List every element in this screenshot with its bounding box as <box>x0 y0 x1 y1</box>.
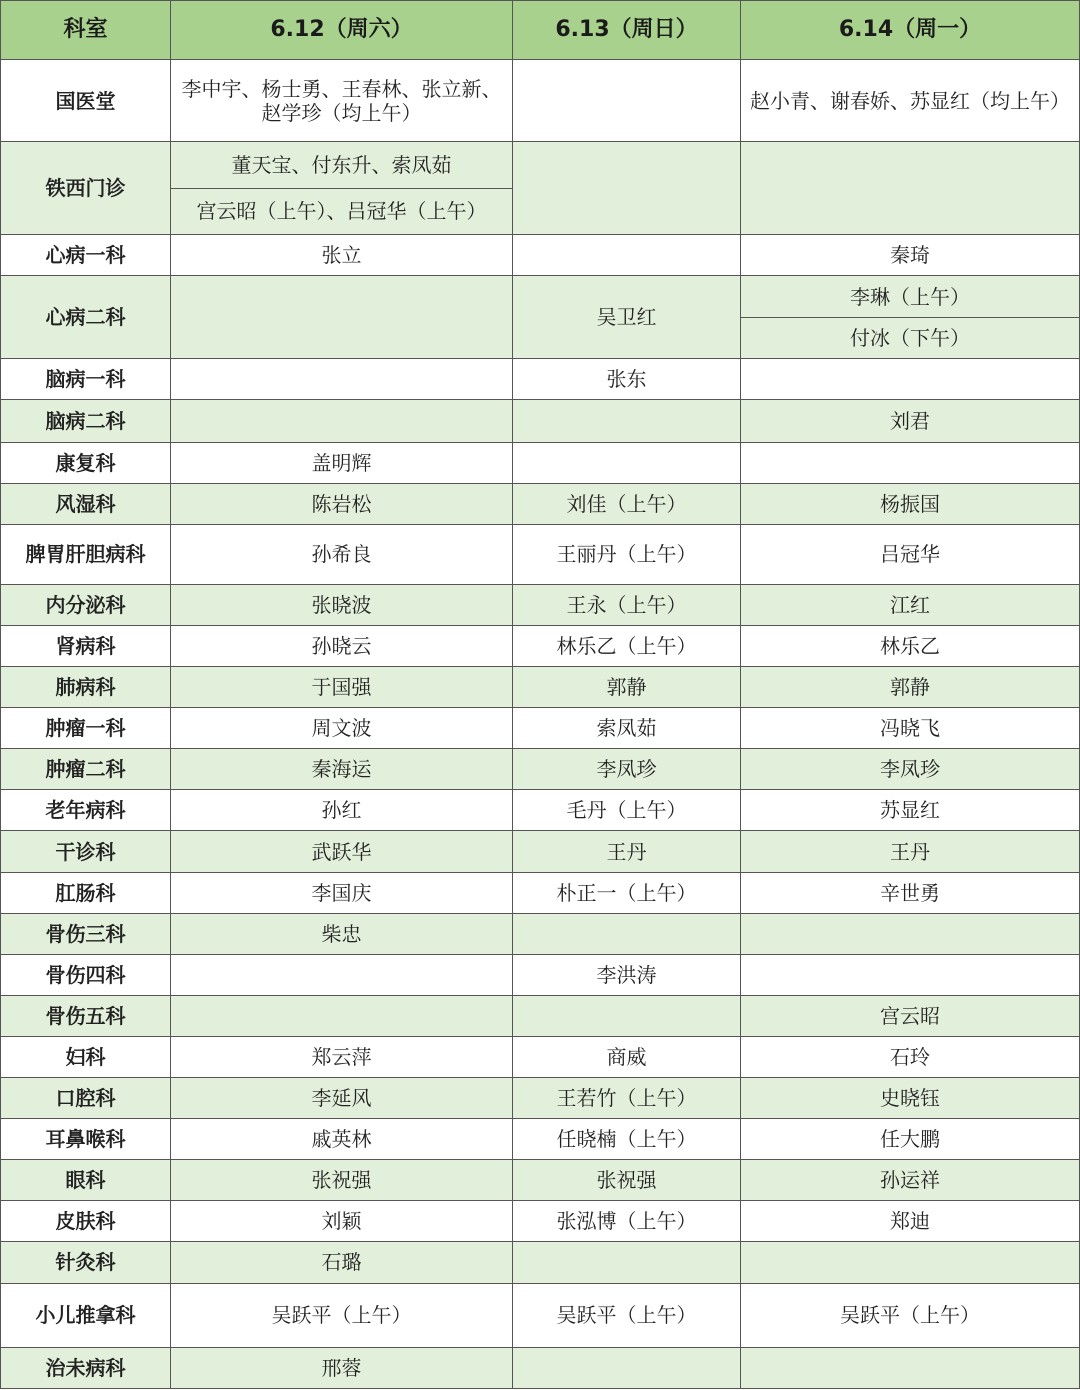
table-row <box>1 359 1080 400</box>
doctor-cell-d1: 于国强 <box>171 666 513 707</box>
table-row <box>1 1283 1080 1347</box>
sub-cell: 付冰（下午） <box>741 317 1080 359</box>
department-cell: 骨伤三科 <box>1 914 171 955</box>
department-cell: 风湿科 <box>1 483 171 524</box>
doctor-cell-d1 <box>171 359 513 400</box>
header-date-3: 6.14（周一） <box>741 1 1080 60</box>
doctor-cell-d2: 索凤茹 <box>513 707 741 748</box>
doctor-cell-d1: 刘颖 <box>171 1201 513 1242</box>
doctor-cell-d2: 王丽丹（上午） <box>513 524 741 584</box>
table-row <box>1 1119 1080 1160</box>
department-cell: 康复科 <box>1 442 171 483</box>
doctor-cell-d2: 林乐乙（上午） <box>513 625 741 666</box>
department-cell: 骨伤五科 <box>1 996 171 1037</box>
department-cell: 老年病科 <box>1 789 171 830</box>
doctor-cell-d1: 郑云萍 <box>171 1037 513 1078</box>
table-row <box>1 707 1080 748</box>
doctor-cell-d3 <box>741 359 1080 400</box>
sub-cell-group <box>741 276 1080 358</box>
table-row <box>1 400 1080 442</box>
table-row <box>1 442 1080 483</box>
doctor-cell-d3: 石玲 <box>741 1037 1080 1078</box>
department-cell: 心病二科 <box>1 276 171 359</box>
department-cell: 肿瘤二科 <box>1 748 171 789</box>
doctor-cell-d3: 吕冠华 <box>741 524 1080 584</box>
table-row <box>1 625 1080 666</box>
doctor-cell-d1: 张祝强 <box>171 1160 513 1201</box>
department-cell: 肺病科 <box>1 666 171 707</box>
doctor-cell-d2: 毛丹（上午） <box>513 789 741 830</box>
doctor-cell-d2: 商威 <box>513 1037 741 1078</box>
table-row <box>1 1037 1080 1078</box>
cell-line: 李中宇、杨士勇、王春林、张立新、 <box>181 76 502 101</box>
department-cell: 肿瘤一科 <box>1 707 171 748</box>
table-row <box>1 748 1080 789</box>
doctor-cell-d2: 王丹 <box>513 830 741 872</box>
doctor-cell-d1 <box>171 996 513 1037</box>
table-row <box>1 1347 1080 1388</box>
doctor-cell-d3: 赵小青、谢春娇、苏显红（均上午） <box>741 60 1080 142</box>
doctor-cell-d3: 吴跃平（上午） <box>741 1283 1080 1347</box>
header-dept: 科室 <box>1 1 171 60</box>
doctor-cell-d3 <box>741 276 1080 359</box>
header-date-1: 6.12（周六） <box>171 1 513 60</box>
doctor-cell-d1: 张晓波 <box>171 584 513 625</box>
doctor-cell-d1 <box>171 955 513 996</box>
sub-cell: 董天宝、付东升、索凤茹 <box>231 152 452 177</box>
table-row <box>1 830 1080 872</box>
doctor-cell-d2 <box>513 1347 741 1388</box>
doctor-cell-d1 <box>171 60 513 142</box>
doctor-cell-d2: 任晓楠（上午） <box>513 1119 741 1160</box>
table-row <box>1 789 1080 830</box>
table-row <box>1 666 1080 707</box>
doctor-cell-d1: 吴跃平（上午） <box>171 1283 513 1347</box>
doctor-cell-d2: 李洪涛 <box>513 955 741 996</box>
table-row <box>1 584 1080 625</box>
doctor-cell-d1: 盖明辉 <box>171 442 513 483</box>
doctor-cell-d1: 戚英林 <box>171 1119 513 1160</box>
doctor-cell-d3 <box>741 1347 1080 1388</box>
table-row <box>1 1242 1080 1283</box>
cell-line: 赵学珍（均上午） <box>261 100 422 125</box>
doctor-cell-d1: 张立 <box>171 235 513 276</box>
department-cell: 治未病科 <box>1 1347 171 1388</box>
department-cell: 脾胃肝胆病科 <box>1 524 171 584</box>
department-cell: 脑病一科 <box>1 359 171 400</box>
doctor-cell-d3: 杨振国 <box>741 483 1080 524</box>
doctor-cell-d3: 冯晓飞 <box>741 707 1080 748</box>
doctor-cell-d1: 孙红 <box>171 789 513 830</box>
doctor-cell-d2: 朴正一（上午） <box>513 873 741 914</box>
doctor-cell-d3 <box>741 914 1080 955</box>
doctor-cell-d1 <box>171 276 513 359</box>
doctor-cell-d2 <box>513 60 741 142</box>
department-cell: 肾病科 <box>1 625 171 666</box>
table-row <box>1 142 1080 235</box>
department-cell: 骨伤四科 <box>1 955 171 996</box>
doctor-cell-d3: 王丹 <box>741 830 1080 872</box>
doctor-cell-d2: 郭静 <box>513 666 741 707</box>
doctor-cell-d2 <box>513 1242 741 1283</box>
doctor-cell-d3: 江红 <box>741 584 1080 625</box>
doctor-cell-d1: 孙希良 <box>171 524 513 584</box>
doctor-cell-d2: 吴卫红 <box>513 276 741 359</box>
department-cell: 铁西门诊 <box>1 142 171 235</box>
doctor-cell-d1: 周文波 <box>171 707 513 748</box>
doctor-cell-d2 <box>513 235 741 276</box>
department-cell: 皮肤科 <box>1 1201 171 1242</box>
table-row <box>1 60 1080 142</box>
doctor-cell-d3: 孙运祥 <box>741 1160 1080 1201</box>
doctor-cell-d2: 李凤珍 <box>513 748 741 789</box>
department-cell: 小儿推拿科 <box>1 1283 171 1347</box>
department-cell: 国医堂 <box>1 60 171 142</box>
table-row <box>1 1201 1080 1242</box>
doctor-cell-d2: 张东 <box>513 359 741 400</box>
table-row <box>1 1160 1080 1201</box>
department-cell: 耳鼻喉科 <box>1 1119 171 1160</box>
table-row <box>1 955 1080 996</box>
doctor-cell-d3: 秦琦 <box>741 235 1080 276</box>
department-cell: 口腔科 <box>1 1078 171 1119</box>
doctor-cell-d3: 林乐乙 <box>741 625 1080 666</box>
doctor-cell-d3: 郭静 <box>741 666 1080 707</box>
doctor-cell-d2 <box>513 996 741 1037</box>
doctor-cell-d2: 王永（上午） <box>513 584 741 625</box>
doctor-cell-d1: 李国庆 <box>171 873 513 914</box>
doctor-cell-d3 <box>741 142 1080 235</box>
doctor-cell-d3: 郑迪 <box>741 1201 1080 1242</box>
table-row <box>1 524 1080 584</box>
table-row <box>1 873 1080 914</box>
doctor-cell-d2: 张祝强 <box>513 1160 741 1201</box>
doctor-cell-d3 <box>741 955 1080 996</box>
sub-cell: 宫云昭（上午）、吕冠华（上午） <box>171 188 513 235</box>
header-date-2: 6.13（周日） <box>513 1 741 60</box>
table-row <box>1 235 1080 276</box>
table-row <box>1 996 1080 1037</box>
table-row <box>1 1078 1080 1119</box>
doctor-cell-d1: 陈岩松 <box>171 483 513 524</box>
schedule-body <box>1 60 1080 1389</box>
doctor-cell-d2: 吴跃平（上午） <box>513 1283 741 1347</box>
doctor-cell-d2 <box>513 442 741 483</box>
doctor-cell-d3: 宫云昭 <box>741 996 1080 1037</box>
doctor-cell-d1: 孙晓云 <box>171 625 513 666</box>
table-row <box>1 483 1080 524</box>
header-row <box>1 1 1080 60</box>
doctor-cell-d3 <box>741 1242 1080 1283</box>
table-row <box>1 914 1080 955</box>
department-cell: 脑病二科 <box>1 400 171 442</box>
doctor-cell-d1: 李延风 <box>171 1078 513 1119</box>
department-cell: 针灸科 <box>1 1242 171 1283</box>
doctor-cell-d1: 邢蓉 <box>171 1347 513 1388</box>
doctor-cell-d3: 任大鹏 <box>741 1119 1080 1160</box>
doctor-cell-d3: 李凤珍 <box>741 748 1080 789</box>
department-cell: 眼科 <box>1 1160 171 1201</box>
doctor-cell-d2 <box>513 914 741 955</box>
doctor-cell-d2 <box>513 400 741 442</box>
doctor-cell-d1: 秦海运 <box>171 748 513 789</box>
doctor-cell-d2 <box>513 142 741 235</box>
sub-cell-group <box>171 142 513 234</box>
doctor-cell-d2: 王若竹（上午） <box>513 1078 741 1119</box>
doctor-cell-d3: 刘君 <box>741 400 1080 442</box>
department-cell: 内分泌科 <box>1 584 171 625</box>
doctor-cell-d1: 柴忠 <box>171 914 513 955</box>
department-cell: 肛肠科 <box>1 873 171 914</box>
doctor-cell-d3: 史晓钰 <box>741 1078 1080 1119</box>
doctor-cell-d3: 苏显红 <box>741 789 1080 830</box>
department-cell: 心病一科 <box>1 235 171 276</box>
doctor-cell-d1 <box>171 400 513 442</box>
department-cell: 干诊科 <box>1 830 171 872</box>
doctor-cell-d1: 武跃华 <box>171 830 513 872</box>
doctor-cell-d3 <box>741 442 1080 483</box>
doctor-cell-d1 <box>171 142 513 235</box>
doctor-cell-d2: 刘佳（上午） <box>513 483 741 524</box>
doctor-cell-d3: 辛世勇 <box>741 873 1080 914</box>
department-cell: 妇科 <box>1 1037 171 1078</box>
table-row <box>1 276 1080 359</box>
sub-cell: 李琳（上午） <box>850 284 970 309</box>
doctor-cell-d2: 张泓博（上午） <box>513 1201 741 1242</box>
doctor-cell-d1: 石璐 <box>171 1242 513 1283</box>
